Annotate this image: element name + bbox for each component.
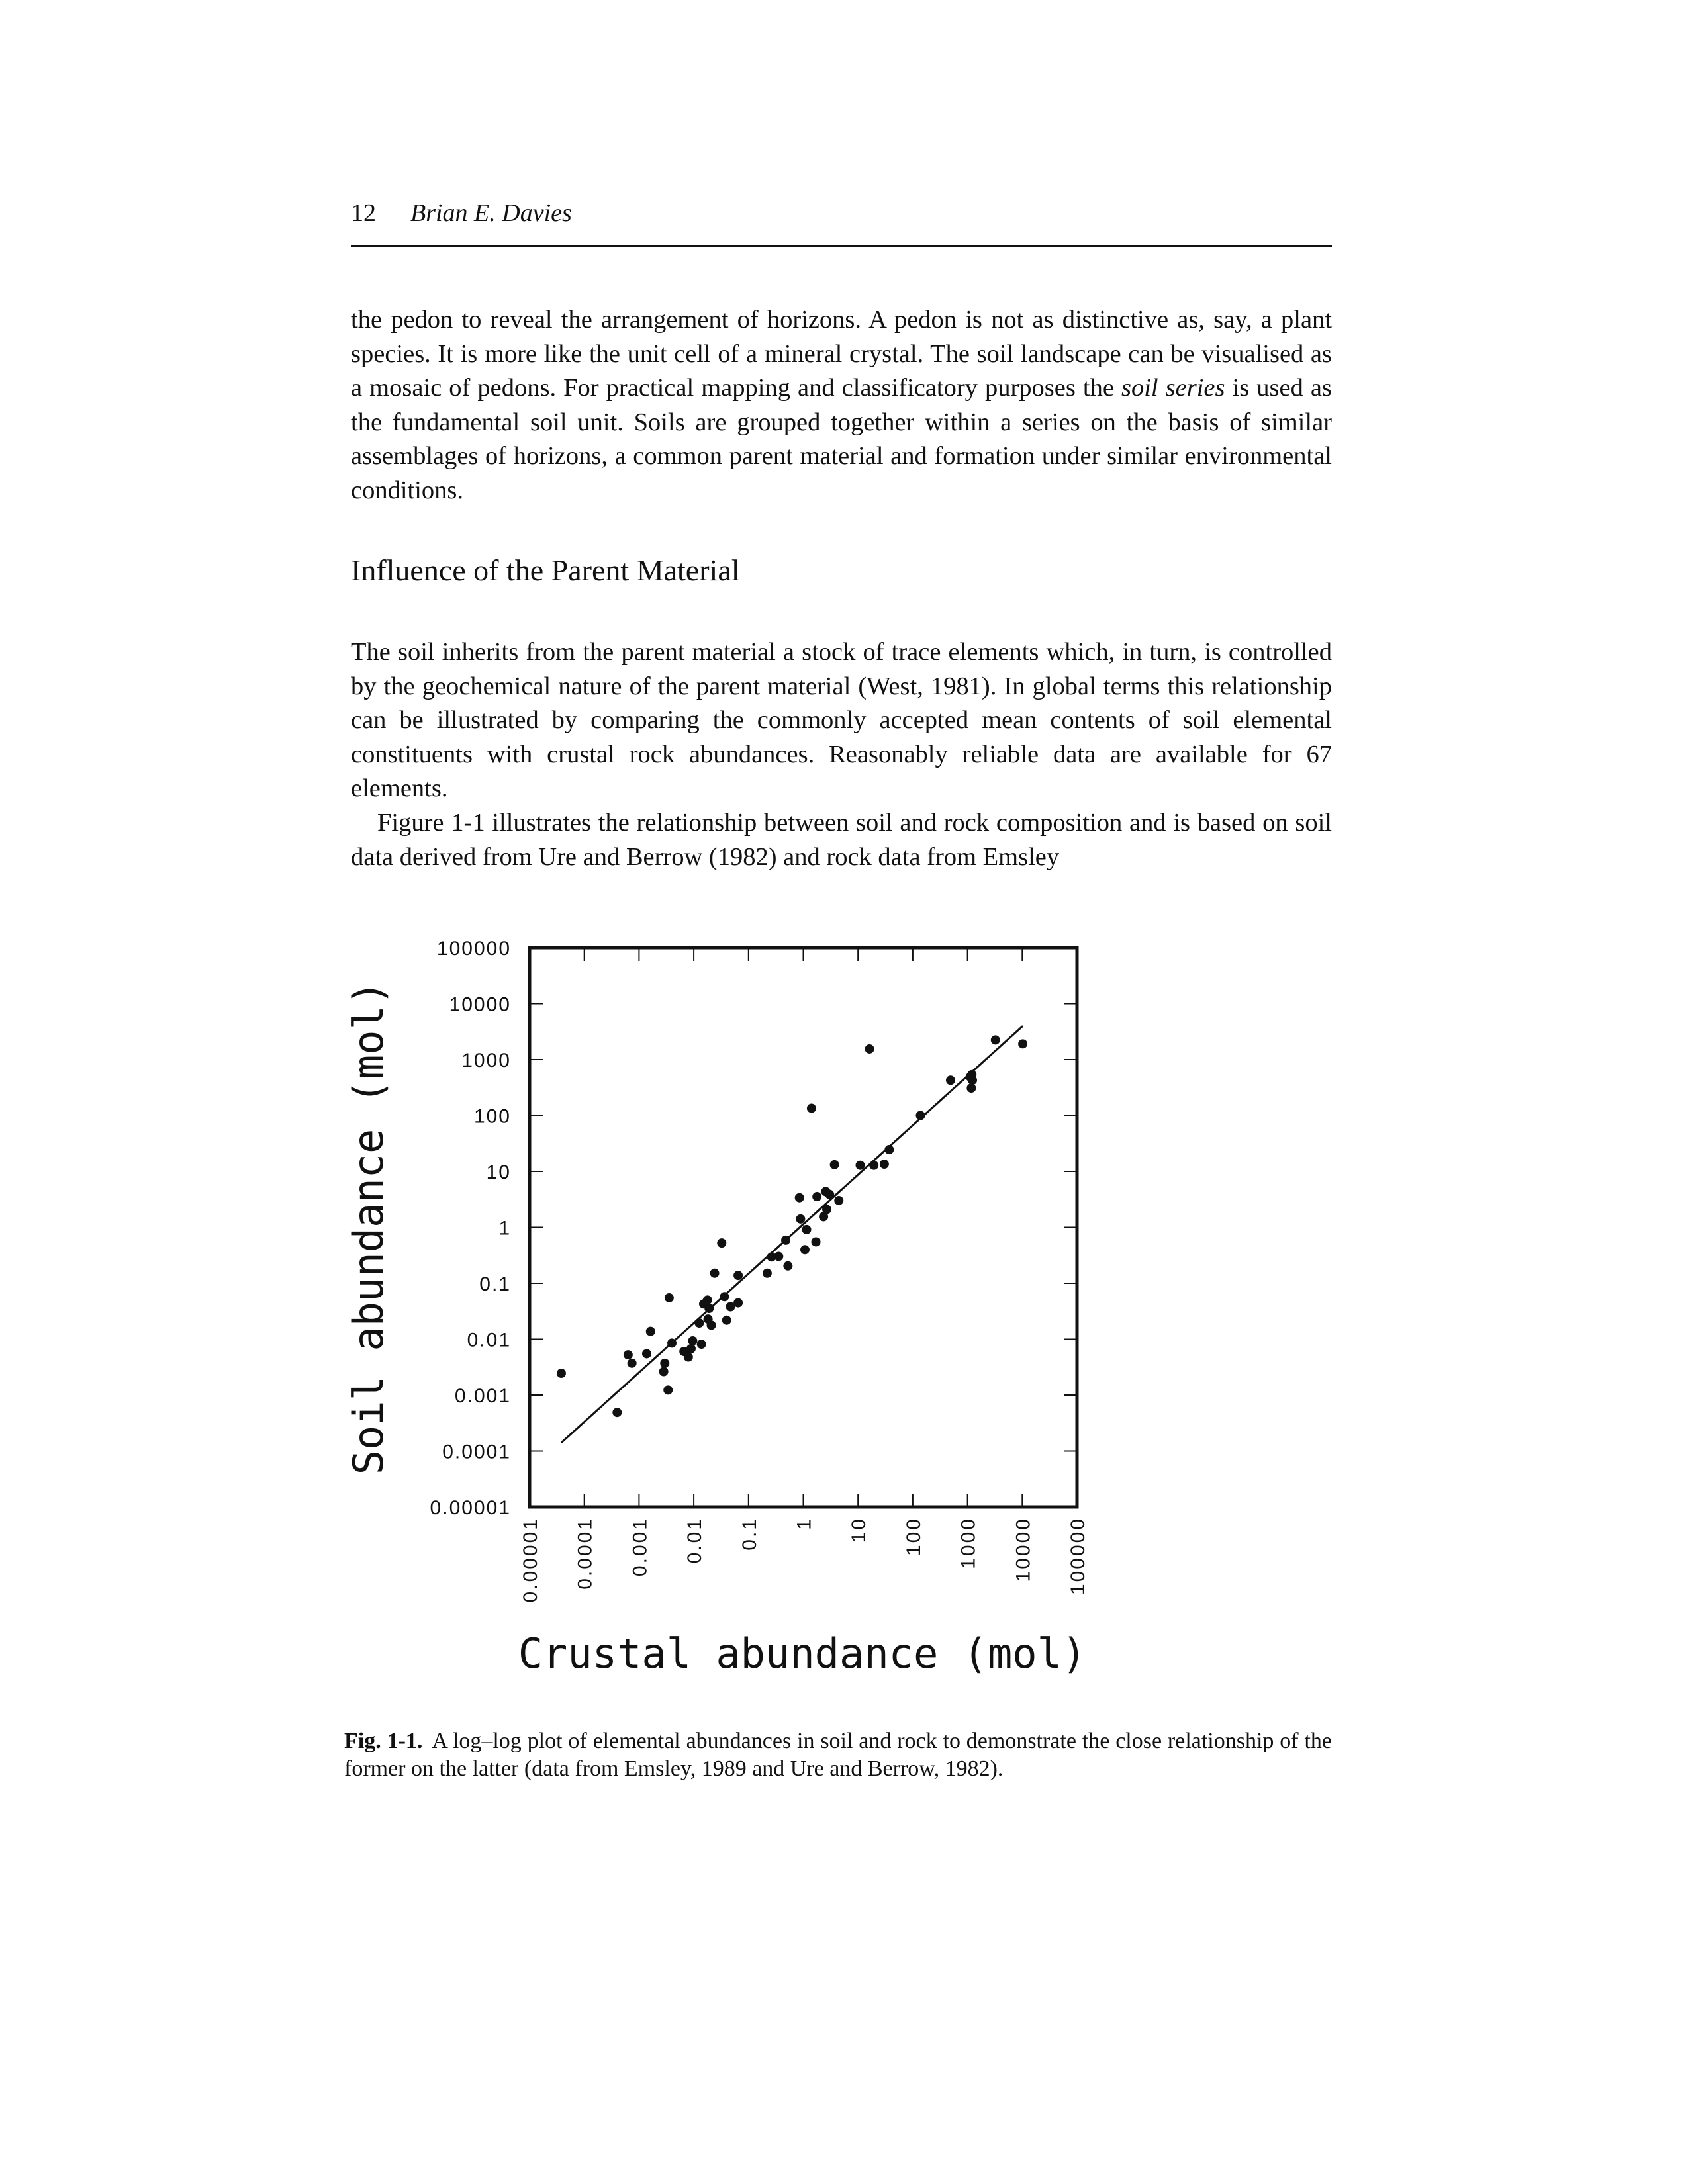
- data-point: [717, 1238, 726, 1248]
- x-axis-title: Crustal abundance (mol): [518, 1629, 1087, 1678]
- data-points: [557, 1035, 1027, 1417]
- section-heading: Influence of the Parent Material: [351, 553, 740, 587]
- data-point: [966, 1083, 976, 1093]
- data-point: [946, 1075, 955, 1085]
- data-point: [783, 1261, 792, 1271]
- y-tick-label: 0.00001: [430, 1497, 511, 1519]
- data-point: [825, 1190, 834, 1199]
- y-tick-label: 0.1: [479, 1273, 511, 1295]
- body-paragraph-2: The soil inherits from the parent material a stock of trace elements which, in turn, is controlled by the geochemical nature of the parent material (West, 1981). In global terms this relationship can be illustrated by comparing the commonly accepted mean contents of soil elemental constituents with crustal rock abundances. Reasonably reliable data are available for 67 elements.: [351, 638, 1332, 802]
- data-point: [624, 1350, 633, 1359]
- x-tick-label: 0.1: [738, 1517, 761, 1551]
- data-point: [557, 1369, 566, 1378]
- figure-caption: [344, 1727, 1332, 1783]
- page-number: 12: [351, 199, 376, 227]
- emphasized-term: soil series: [1121, 374, 1225, 402]
- data-point: [812, 1192, 821, 1201]
- x-tick-label: 0.001: [629, 1517, 651, 1577]
- data-point: [796, 1214, 805, 1224]
- x-tick-label: 0.01: [684, 1517, 706, 1564]
- data-point: [707, 1320, 716, 1330]
- data-point: [628, 1359, 637, 1368]
- y-tick-label: 0.0001: [442, 1441, 511, 1463]
- figure-label: Fig. 1-1.: [344, 1729, 423, 1753]
- data-point: [688, 1336, 697, 1345]
- data-point: [659, 1367, 669, 1377]
- paragraph-text: the pedon to reveal the arrangement of horizons. A pedon is not as distinctive as, say, a plant species. It is more like the unit cell of a mineral crystal. The soil landscape can be visualised as a mosaic of pedons. For practical mapping and classificatory purposes the: [351, 306, 1332, 402]
- data-point: [733, 1298, 743, 1308]
- y-tick-label: 10000: [449, 993, 511, 1016]
- data-point: [663, 1385, 673, 1394]
- data-point: [869, 1161, 878, 1170]
- data-point: [720, 1292, 729, 1301]
- body-paragraph-3: Figure 1-1 illustrates the relationship between soil and rock composition and is based on soil data derived from Ure and Berrow (1982) and rock data from Emsley: [351, 809, 1332, 871]
- data-point: [774, 1251, 783, 1261]
- data-point: [856, 1161, 865, 1170]
- data-point: [802, 1225, 811, 1234]
- x-tick-label: 10: [848, 1517, 870, 1543]
- data-point: [830, 1160, 839, 1169]
- data-point: [697, 1340, 706, 1349]
- data-point: [795, 1193, 804, 1203]
- data-point: [684, 1353, 693, 1362]
- data-point: [865, 1044, 874, 1054]
- data-point: [667, 1338, 677, 1347]
- x-tick-label: 0.00001: [520, 1517, 541, 1603]
- data-point: [733, 1271, 743, 1280]
- data-point: [763, 1269, 772, 1278]
- data-point: [612, 1408, 622, 1417]
- x-tick-labels: [520, 1517, 1089, 1602]
- data-point: [642, 1349, 651, 1358]
- data-point: [694, 1318, 704, 1328]
- data-point: [807, 1104, 816, 1113]
- x-tick-label: 0.0001: [574, 1517, 596, 1590]
- regression-line: [561, 1026, 1023, 1443]
- y-axis-title: [344, 981, 393, 1475]
- data-point: [834, 1196, 843, 1205]
- y-tick-label: 1000: [461, 1050, 511, 1071]
- data-point: [822, 1205, 831, 1214]
- y-tick-label: 0.001: [454, 1385, 511, 1407]
- caption-text: A log–log plot of elemental abundances in soil and rock to demonstrate the close relationship of the former on the latter (data from Emsley, 1989 and Ure and Berrow, 1982).: [344, 1729, 1332, 1781]
- data-point: [991, 1035, 1000, 1044]
- y-tick-label: 10: [486, 1161, 511, 1183]
- y-tick-label: 1: [498, 1217, 511, 1240]
- data-point: [686, 1344, 696, 1353]
- data-point: [781, 1236, 790, 1245]
- x-tick-label: 10000: [1012, 1517, 1035, 1582]
- y-tick-label: 100: [473, 1105, 511, 1128]
- data-point: [800, 1245, 810, 1254]
- x-tick-label: 100: [902, 1517, 925, 1557]
- data-point: [703, 1295, 712, 1304]
- data-point: [665, 1293, 674, 1302]
- x-tick-label: 1000: [957, 1517, 980, 1569]
- data-point: [915, 1111, 925, 1120]
- y-tick-label: 0.01: [467, 1329, 511, 1351]
- data-point: [812, 1237, 821, 1246]
- data-point: [880, 1160, 889, 1169]
- paragraph-text: is used as the fundamental soil unit. Soils are grouped together within a series on the basis of similar assemblages of horizons, a common parent material and formation under similar environmental conditions.: [351, 374, 1332, 504]
- running-head-author: Brian E. Davies: [410, 199, 572, 227]
- x-tick-label: 1: [793, 1517, 816, 1530]
- y-tick-labels: [430, 938, 511, 1519]
- data-point: [968, 1075, 977, 1085]
- data-point: [660, 1359, 669, 1368]
- y-tick-label: 100000: [436, 938, 511, 960]
- data-point: [884, 1145, 894, 1154]
- data-point: [710, 1269, 720, 1278]
- data-point: [704, 1304, 714, 1313]
- data-point: [722, 1316, 731, 1325]
- y-axis-title-text: Soil abundance (mol): [344, 980, 393, 1475]
- data-point: [1018, 1039, 1027, 1048]
- data-point: [646, 1327, 655, 1336]
- x-tick-label: 100000: [1067, 1517, 1089, 1596]
